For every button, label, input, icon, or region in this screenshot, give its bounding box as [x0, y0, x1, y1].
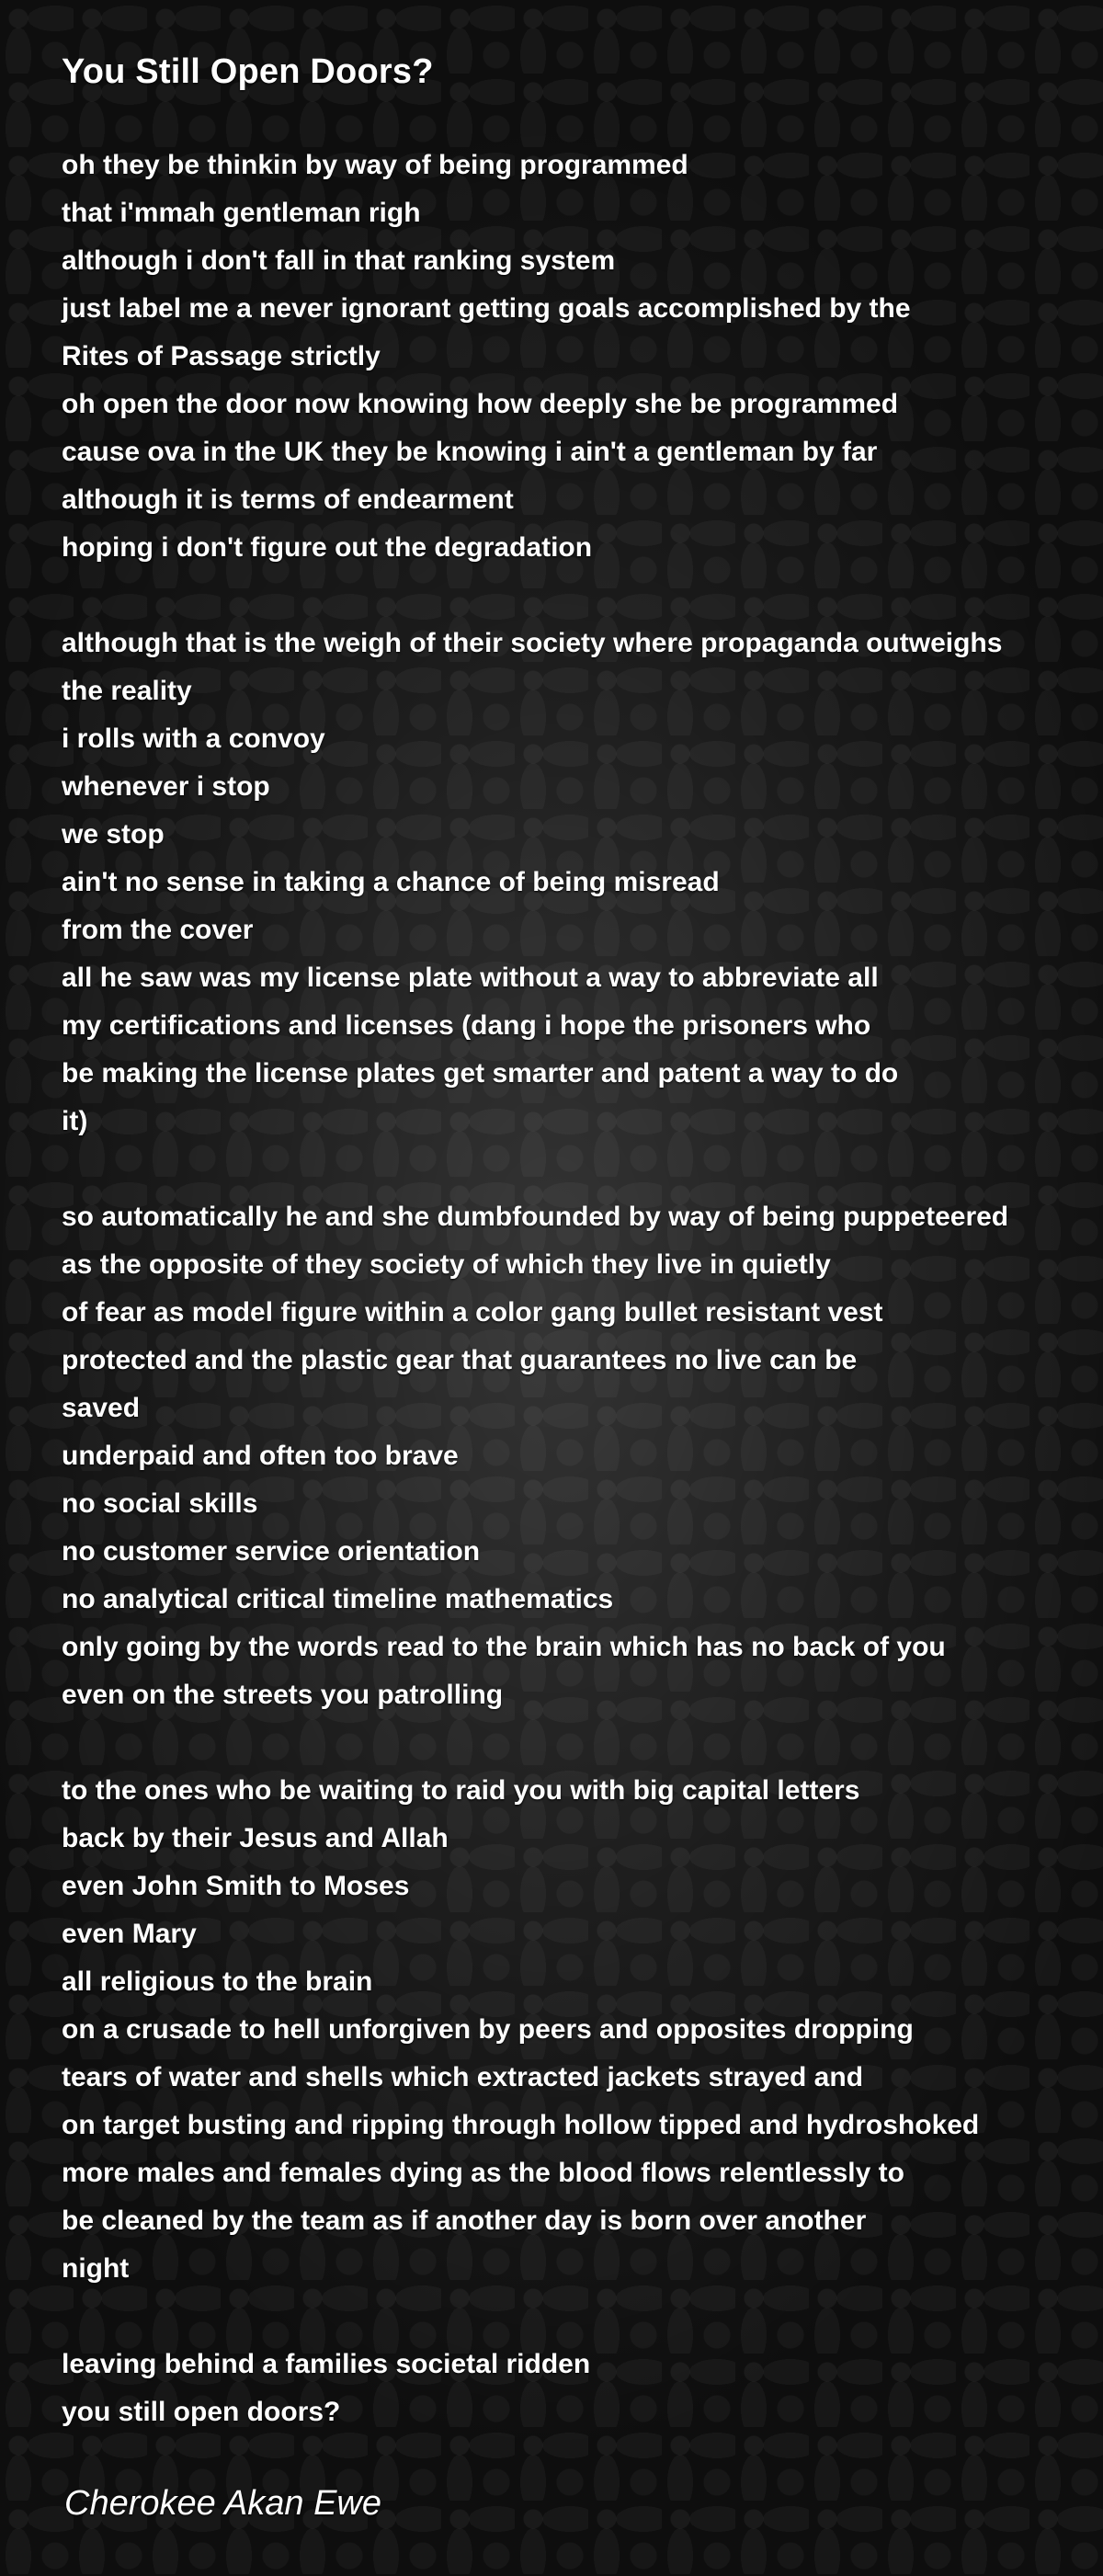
poem-line: oh open the door now knowing how deeply she be programmed [62, 389, 899, 419]
poem-line: all religious to the brain [62, 1966, 373, 1997]
poem-author: Cherokee Akan Ewe [64, 2484, 382, 2523]
poem-line: even John Smith to Moses [62, 1871, 410, 1901]
poem-line: be cleaned by the team as if another day is born over another [62, 2206, 867, 2236]
poem-line: more males and females dying as the blood flows relentlessly to [62, 2158, 904, 2188]
poem-line: Rites of Passage strictly [62, 341, 381, 371]
poem-line: night [62, 2253, 130, 2284]
stanza [62, 1193, 1103, 1719]
poem-line: on a crusade to hell unforgiven by peers and opposites dropping [62, 2014, 914, 2045]
poem-line: my certifications and licenses (dang i hope the prisoners who [62, 1010, 871, 1041]
poem-line: whenever i stop [62, 771, 270, 802]
poem-line: of fear as model figure within a color gang bullet resistant vest [62, 1297, 883, 1328]
poem-line: underpaid and often too brave [62, 1441, 459, 1471]
poem-line: although that is the weigh of their society where propaganda outweighs [62, 628, 1003, 658]
poem-line: no analytical critical timeline mathematics [62, 1584, 614, 1614]
poem-line: leaving behind a families societal ridden [62, 2349, 591, 2379]
poem-line: even on the streets you patrolling [62, 1680, 504, 1710]
poem-line: we stop [62, 819, 165, 849]
poem-line: oh they be thinkin by way of being programmed [62, 150, 688, 180]
stanza [62, 2341, 1103, 2436]
poem-line: tears of water and shells which extracted jackets strayed and [62, 2062, 864, 2092]
poem-line: although i don't fall in that ranking system [62, 245, 616, 276]
poem-line: i rolls with a convoy [62, 724, 325, 754]
poem-line: only going by the words read to the brain which has no back of you [62, 1632, 946, 1662]
poem-line: from the cover [62, 915, 254, 945]
poem-line: all he saw was my license plate without a way to abbreviate all [62, 963, 879, 993]
poem-line: cause ova in the UK they be knowing i ain't a gentleman by far [62, 437, 878, 467]
poem-line: no customer service orientation [62, 1536, 481, 1567]
poem-line: hoping i don't figure out the degradation [62, 532, 593, 563]
poem-line: on target busting and ripping through hollow tipped and hydroshoked [62, 2110, 980, 2140]
poem-line: so automatically he and she dumbfounded by way of being puppeteered [62, 1202, 1009, 1232]
poem-line: just label me a never ignorant getting goals accomplished by the [62, 293, 911, 324]
stanza [62, 620, 1103, 1146]
poem-line: that i'mmah gentleman righ [62, 198, 421, 228]
poem-title: You Still Open Doors? [62, 52, 434, 91]
stanza [62, 142, 1103, 572]
poem-line: as the opposite of they society of which they live in quietly [62, 1249, 831, 1280]
poem-line: to the ones who be waiting to raid you with big capital letters [62, 1775, 860, 1806]
poem-line: you still open doors? [62, 2397, 341, 2427]
poem-line: protected and the plastic gear that guarantees no live can be [62, 1345, 858, 1375]
poem-line: be making the license plates get smarter and patent a way to do [62, 1058, 899, 1089]
poem-line: although it is terms of endearment [62, 484, 514, 515]
stanza [62, 1767, 1103, 2293]
poem-line: back by their Jesus and Allah [62, 1823, 449, 1853]
poem-line: even Mary [62, 1919, 197, 1949]
poem-line: the reality [62, 676, 192, 706]
poem-body [62, 142, 1103, 2436]
poem-line: no social skills [62, 1488, 258, 1519]
poem-line: it) [62, 1106, 88, 1136]
poem-line: ain't no sense in taking a chance of being misread [62, 867, 720, 897]
poem-line: saved [62, 1393, 141, 1423]
